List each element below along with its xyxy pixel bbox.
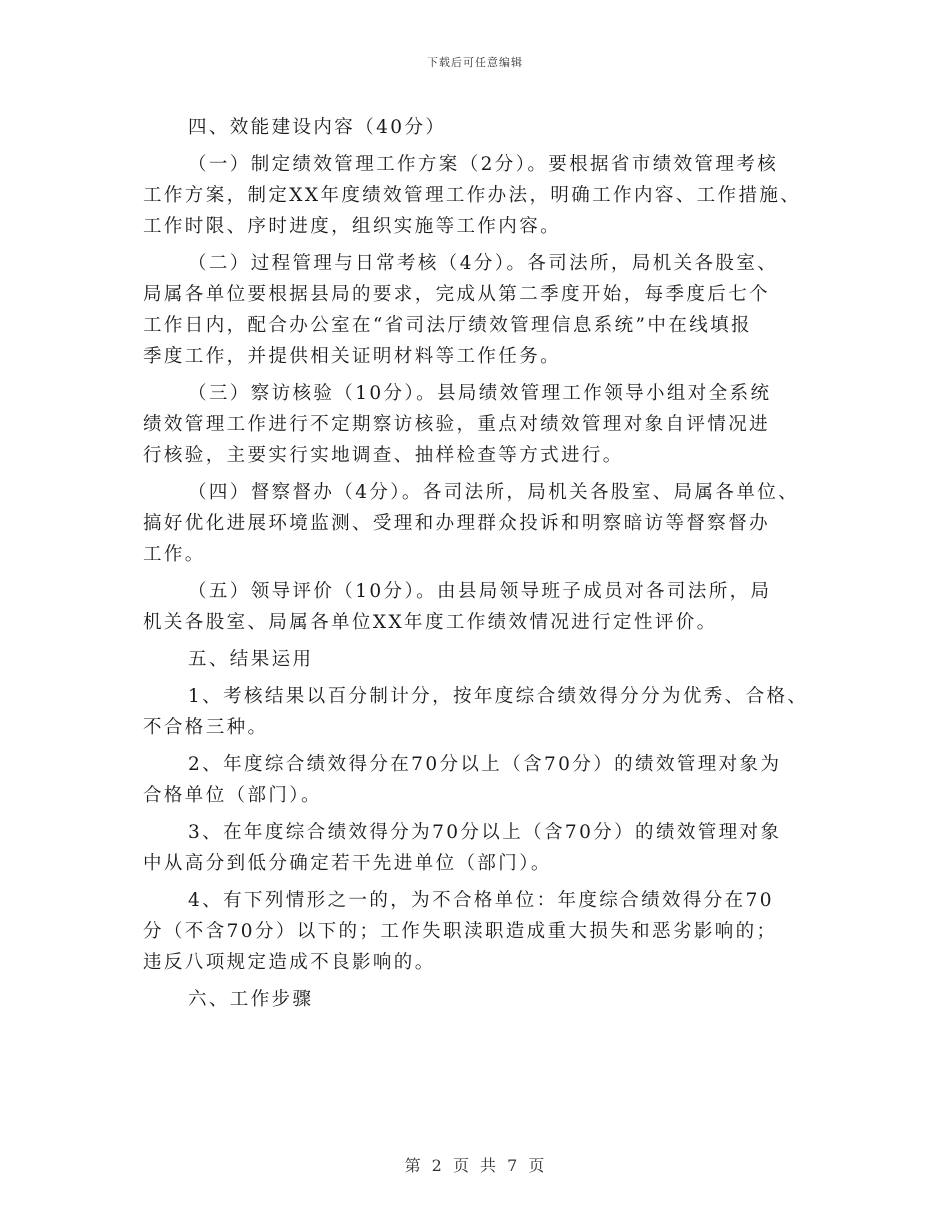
text-line: （五）领导评价（10分）。由县局领导班子成员对各司法所，局 bbox=[188, 581, 772, 602]
paragraph bbox=[143, 477, 843, 570]
paragraph bbox=[143, 378, 843, 471]
text-line: 违反八项规定造成不良影响的。 bbox=[143, 952, 436, 973]
paragraph bbox=[143, 248, 843, 372]
document-body bbox=[143, 112, 843, 1015]
page-header: 下载后可任意编辑 bbox=[427, 56, 523, 69]
text-line: 工作方案，制定XX年度绩效管理工作办法，明确工作内容、工作措施、 bbox=[143, 185, 802, 206]
paragraph bbox=[143, 817, 843, 879]
text-line: 工作时限、序时进度，组织实施等工作内容。 bbox=[143, 216, 562, 237]
text-line: 分（不含70分）以下的；工作失职渎职造成重大损失和恶劣影响的； bbox=[143, 921, 778, 942]
paragraph bbox=[143, 681, 843, 743]
paragraph bbox=[143, 149, 843, 242]
text-line: 中从高分到低分确定若干先进单位（部门）。 bbox=[143, 853, 552, 874]
text-line: 六、工作步骤 bbox=[188, 989, 314, 1010]
text-line: 行核验，主要实行实地调查、抽样检查等方式进行。 bbox=[143, 445, 624, 466]
text-line: （二）过程管理与日常考核（4分）。各司法所，局机关各股室、 bbox=[188, 253, 779, 274]
text-line: （四）督察督办（4分）。各司法所，局机关各股室、局属各单位、 bbox=[188, 482, 800, 503]
text-line: 工作日内，配合办公室在“省司法厅绩效管理信息系统”中在线填报 bbox=[143, 315, 752, 336]
text-line: 五、结果运用 bbox=[188, 649, 314, 670]
text-line: 机关各股室、局属各单位XX年度工作绩效情况进行定性评价。 bbox=[143, 612, 718, 633]
text-line: 局属各单位要根据县局的要求，完成从第二季度开始，每季度后七个 bbox=[143, 284, 771, 305]
paragraph bbox=[143, 984, 843, 1015]
text-line: 季度工作，并提供相关证明材料等工作任务。 bbox=[143, 346, 562, 367]
text-line: 2、年度综合绩效得分在70分以上（含70分）的绩效管理对象为 bbox=[188, 754, 782, 775]
text-line: 不合格三种。 bbox=[143, 717, 269, 738]
text-line: 四、效能建设内容（40分） bbox=[188, 117, 447, 138]
paragraph bbox=[143, 885, 843, 978]
text-line: 1、考核结果以百分制计分，按年度综合绩效得分分为优秀、合格、 bbox=[188, 686, 809, 707]
paragraph bbox=[143, 112, 843, 143]
text-line: （一）制定绩效管理工作方案（2分）。要根据省市绩效管理考核 bbox=[188, 154, 779, 175]
page-footer: 第 2 页 共 7 页 bbox=[404, 1156, 546, 1175]
text-line: 4、有下列情形之一的，为不合格单位：年度综合绩效得分在70 bbox=[188, 890, 774, 911]
paragraph bbox=[143, 644, 843, 675]
text-line: 绩效管理工作进行不定期察访核验，重点对绩效管理对象自评情况进 bbox=[143, 414, 771, 435]
text-line: 3、在年度综合绩效得分为70分以上（含70分）的绩效管理对象 bbox=[188, 822, 782, 843]
text-line: （三）察访核验（10分）。县局绩效管理工作领导小组对全系统 bbox=[188, 383, 772, 404]
text-line: 搞好优化进展环境监测、受理和办理群众投诉和明察暗访等督察督办 bbox=[143, 513, 771, 534]
paragraph bbox=[143, 749, 843, 811]
text-line: 工作。 bbox=[143, 544, 206, 565]
paragraph bbox=[143, 576, 843, 638]
text-line: 合格单位（部门）。 bbox=[143, 785, 322, 806]
